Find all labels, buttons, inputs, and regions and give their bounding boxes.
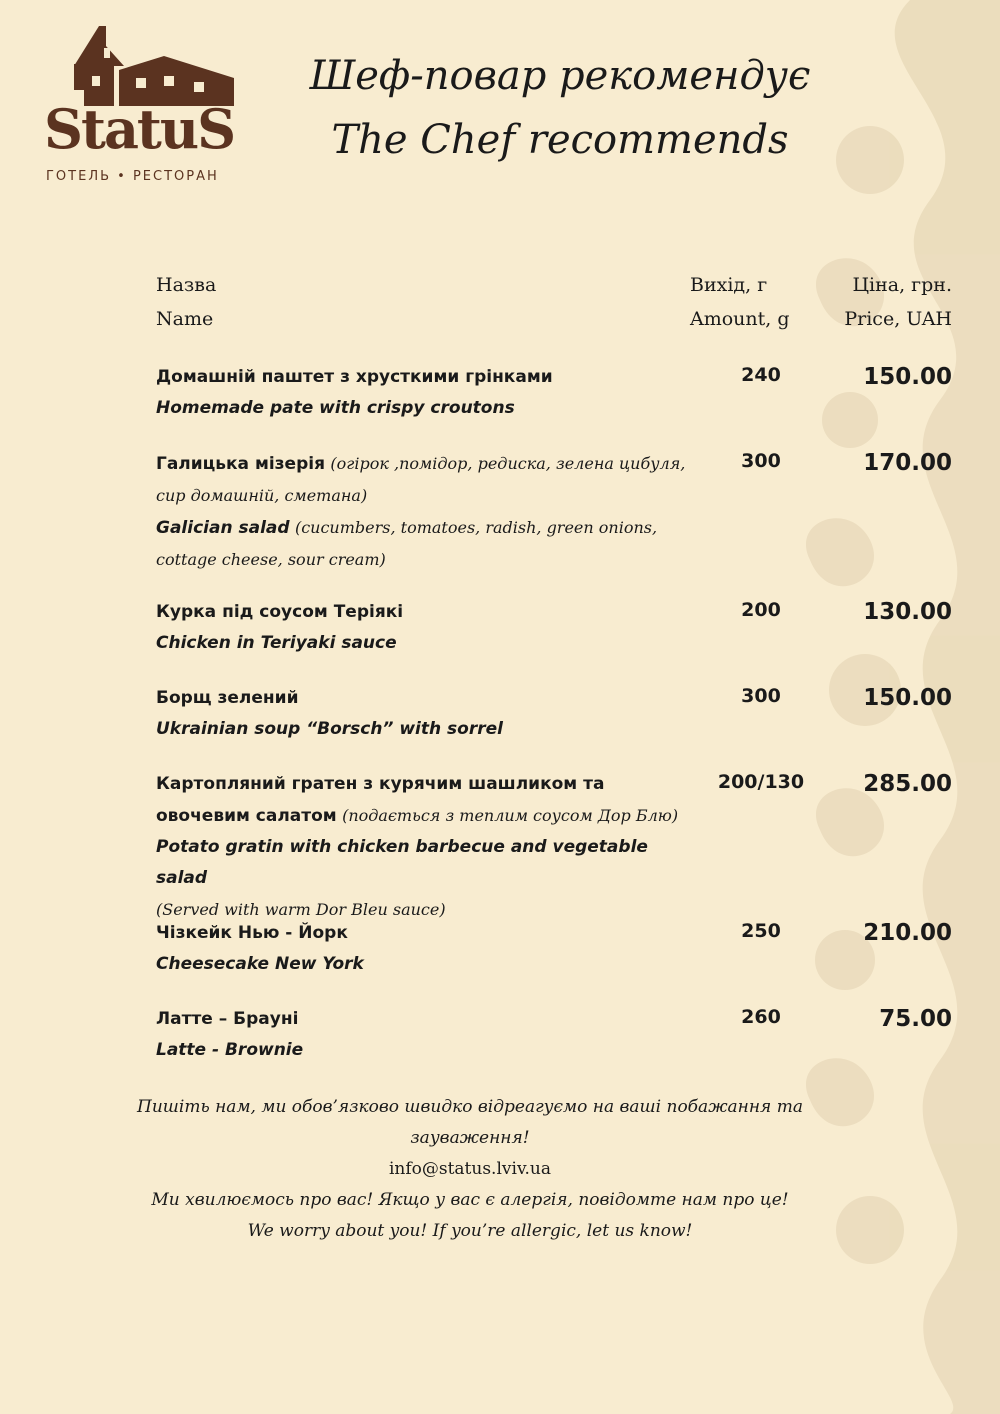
item-name-uk: Галицька мізерія: [156, 454, 325, 474]
column-header-name: Назва Name: [156, 274, 217, 330]
item-price: 130.00: [863, 599, 952, 625]
item-name-en: Potato gratin with chicken barbecue and vegetable salad: [156, 837, 648, 888]
allergy-notice-en: We worry about you! If you’re allergic, let us know!: [247, 1221, 693, 1241]
item-name-uk: Картопляний гратен з курячим шашликом та овочевим салатом: [156, 774, 605, 826]
item-name-uk: Латте – Брауні: [156, 1009, 299, 1029]
item-note-uk: (подається з теплим соусом Дор Блю): [342, 806, 679, 825]
footer-email-link[interactable]: info@status.lviv.ua: [388, 1159, 552, 1179]
item-amount: 200: [741, 599, 781, 621]
item-name-uk: Домашній паштет з хрусткими грінками: [156, 367, 553, 387]
item-note-uk: (огірок ,помідор, редиска, зелена цибуля, сир домашній, сметана): [156, 454, 686, 505]
page-title-uk: Шеф-повар рекомендує: [309, 53, 811, 99]
logo-wordmark: StatuS: [44, 97, 235, 161]
allergy-notice-uk: Ми хвилюємось про вас! Якщо у вас є алергія, повідомте нам про це!: [151, 1190, 789, 1210]
item-amount: 240: [741, 364, 781, 386]
item-name-en: Cheesecake New York: [156, 954, 364, 974]
item-price: 285.00: [863, 771, 952, 797]
item-amount: 300: [741, 685, 781, 707]
item-price: 150.00: [863, 685, 952, 711]
menu-item: [156, 597, 716, 659]
item-price: 170.00: [863, 450, 952, 476]
item-name-en: Latte - Brownie: [156, 1040, 304, 1060]
footer: [120, 1092, 820, 1247]
item-note-en: (cucumbers, tomatoes, radish, green onions, cottage cheese, sour cream): [156, 518, 658, 569]
logo-subtitle: ГОТЕЛЬ • РЕСТОРАН: [46, 169, 219, 184]
item-price: 210.00: [863, 920, 952, 946]
item-name-uk: Чізкейк Нью - Йорк: [156, 923, 348, 943]
page-title-en: The Chef recommends: [331, 117, 789, 163]
item-price: 75.00: [879, 1006, 952, 1032]
logo: [44, 26, 244, 186]
item-name-en: Galician salad: [156, 518, 290, 538]
column-header-price: Ціна, грн. Price, UAH: [844, 274, 952, 330]
footer-message: Пишіть нам, ми обов’язково швидко відреагуємо на ваші побажання та зауваження!: [137, 1097, 803, 1148]
menu-item: [156, 1004, 716, 1066]
menu-item: [156, 769, 701, 926]
item-amount: 250: [741, 920, 781, 942]
item-amount: 200/130: [717, 771, 805, 793]
item-price: 150.00: [863, 364, 952, 390]
item-name-uk: Борщ зелений: [156, 688, 299, 708]
menu-item: [156, 683, 716, 745]
menu-item: [156, 918, 716, 980]
item-amount: 260: [741, 1006, 781, 1028]
house-icon: [44, 26, 244, 106]
menu-item: [156, 448, 696, 576]
item-name-en: Ukrainian soup “Borsch” with sorrel: [156, 719, 503, 739]
column-header-amount: Вихід, г Amount, g: [690, 274, 790, 330]
menu-item: [156, 362, 716, 424]
item-name-en: Homemade pate with crispy croutons: [156, 398, 515, 418]
item-amount: 300: [741, 450, 781, 472]
item-note-en: (Served with warm Dor Bleu sauce): [156, 900, 446, 919]
item-name-en: Chicken in Teriyaki sauce: [156, 633, 397, 653]
item-name-uk: Курка під соусом Теріякі: [156, 602, 404, 622]
